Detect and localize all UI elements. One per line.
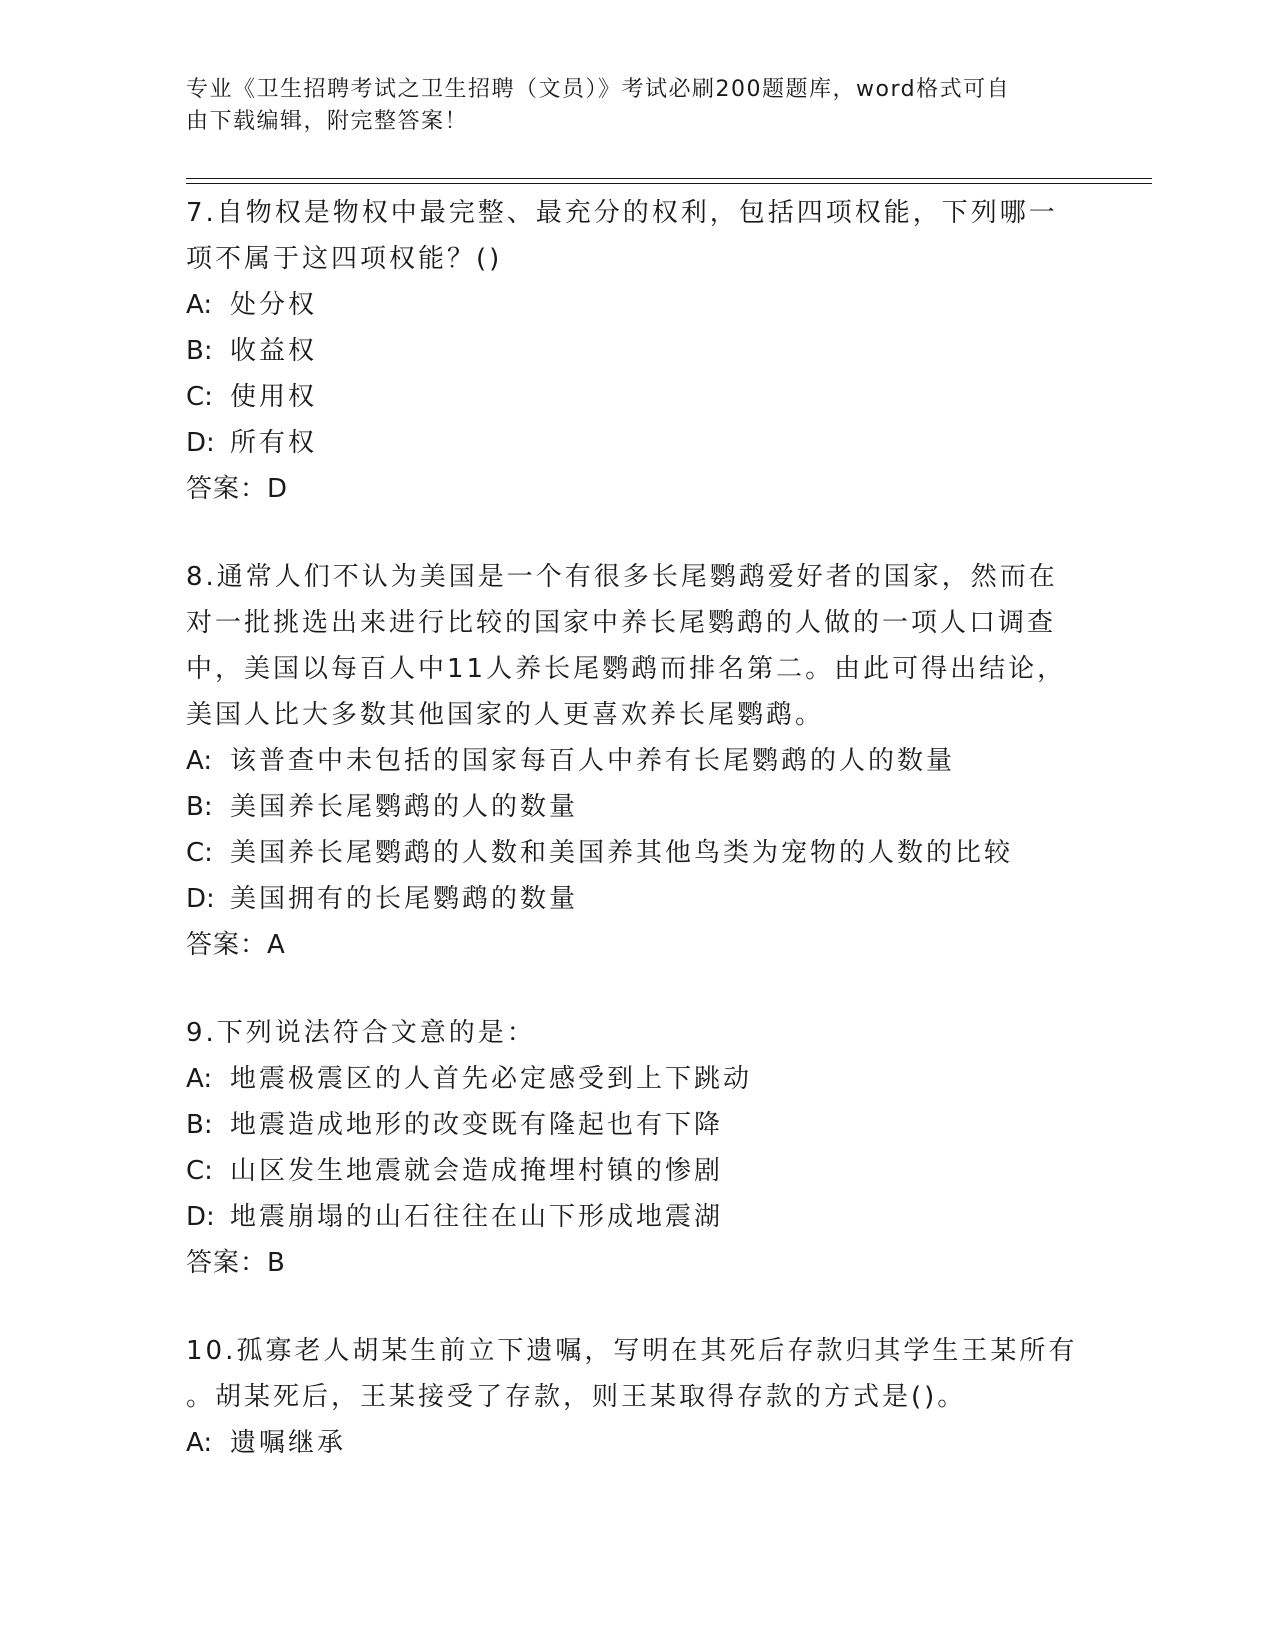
option-d xyxy=(186,876,1086,922)
option-text: 所有权 xyxy=(230,428,318,458)
option-key: C: xyxy=(186,838,213,868)
question-10 xyxy=(186,1328,1086,1466)
option-text: 该普查中未包括的国家每百人中养有长尾鹦鹉的人的数量 xyxy=(230,746,956,776)
option-key: A: xyxy=(186,1064,213,1094)
option-b xyxy=(186,784,1086,830)
option-key: C: xyxy=(186,1156,213,1186)
question-text: 9.下列说法符合文意的是： xyxy=(186,1018,536,1048)
answer-label: 答案：D xyxy=(186,474,289,504)
option-key: A: xyxy=(186,1428,213,1458)
option-key: B: xyxy=(186,336,213,366)
option-d xyxy=(186,1194,1086,1240)
option-key: D: xyxy=(186,428,215,458)
header-line: 专业《卫生招聘考试之卫生招聘（文员）》考试必刷200题题库，word格式可自 xyxy=(186,77,1011,102)
option-a xyxy=(186,1056,1086,1102)
option-text: 使用权 xyxy=(230,382,318,412)
question-7 xyxy=(186,190,1086,512)
document-header xyxy=(186,74,1086,138)
option-key: D: xyxy=(186,884,215,914)
option-text: 处分权 xyxy=(230,290,318,320)
option-a xyxy=(186,1420,1086,1466)
question-text: 中，美国以每百人中11人养长尾鹦鹉而排名第二。由此可得出结论， xyxy=(186,654,1067,684)
option-c xyxy=(186,374,1086,420)
option-c xyxy=(186,830,1086,876)
option-text: 遗嘱继承 xyxy=(230,1428,347,1458)
option-c xyxy=(186,1148,1086,1194)
option-b xyxy=(186,328,1086,374)
header-line: 由下载编辑，附完整答案！ xyxy=(186,109,469,134)
option-text: 美国养长尾鹦鹉的人数和美国养其他鸟类为宠物的人数的比较 xyxy=(230,838,1014,868)
question-text: 。胡某死后，王某接受了存款，则王某取得存款的方式是()。 xyxy=(186,1382,967,1412)
question-text: 8.通常人们不认为美国是一个有很多长尾鹦鹉爱好者的国家，然而在 xyxy=(186,562,1058,592)
option-key: B: xyxy=(186,792,213,822)
option-a xyxy=(186,282,1086,328)
option-text: 收益权 xyxy=(230,336,318,366)
option-text: 山区发生地震就会造成掩埋村镇的惨剧 xyxy=(230,1156,724,1186)
question-text: 10.孤寡老人胡某生前立下遗嘱，写明在其死后存款归其学生王某所有 xyxy=(186,1336,1078,1366)
question-8 xyxy=(186,554,1086,968)
question-text: 7.自物权是物权中最完整、最充分的权利，包括四项权能，下列哪一 xyxy=(186,198,1058,228)
question-9 xyxy=(186,1010,1086,1286)
option-text: 地震极震区的人首先必定感受到上下跳动 xyxy=(230,1064,753,1094)
question-text: 项不属于这四项权能？() xyxy=(186,244,503,274)
option-text: 美国养长尾鹦鹉的人的数量 xyxy=(230,792,579,822)
option-text: 地震崩塌的山石往往在山下形成地震湖 xyxy=(230,1202,724,1232)
answer-label: 答案：B xyxy=(186,1248,286,1278)
option-key: D: xyxy=(186,1202,215,1232)
option-key: A: xyxy=(186,290,213,320)
option-text: 地震造成地形的改变既有隆起也有下降 xyxy=(230,1110,724,1140)
option-b xyxy=(186,1102,1086,1148)
header-divider xyxy=(186,178,1152,179)
option-key: C: xyxy=(186,382,213,412)
option-d xyxy=(186,420,1086,466)
option-key: B: xyxy=(186,1110,213,1140)
option-a xyxy=(186,738,1086,784)
question-text: 美国人比大多数其他国家的人更喜欢养长尾鹦鹉。 xyxy=(186,700,825,730)
header-divider xyxy=(186,183,1152,184)
answer-label: 答案：A xyxy=(186,930,286,960)
option-key: A: xyxy=(186,746,213,776)
question-text: 对一批挑选出来进行比较的国家中养长尾鹦鹉的人做的一项人口调查 xyxy=(186,608,1057,638)
option-text: 美国拥有的长尾鹦鹉的数量 xyxy=(230,884,579,914)
question-list xyxy=(186,190,1086,1508)
